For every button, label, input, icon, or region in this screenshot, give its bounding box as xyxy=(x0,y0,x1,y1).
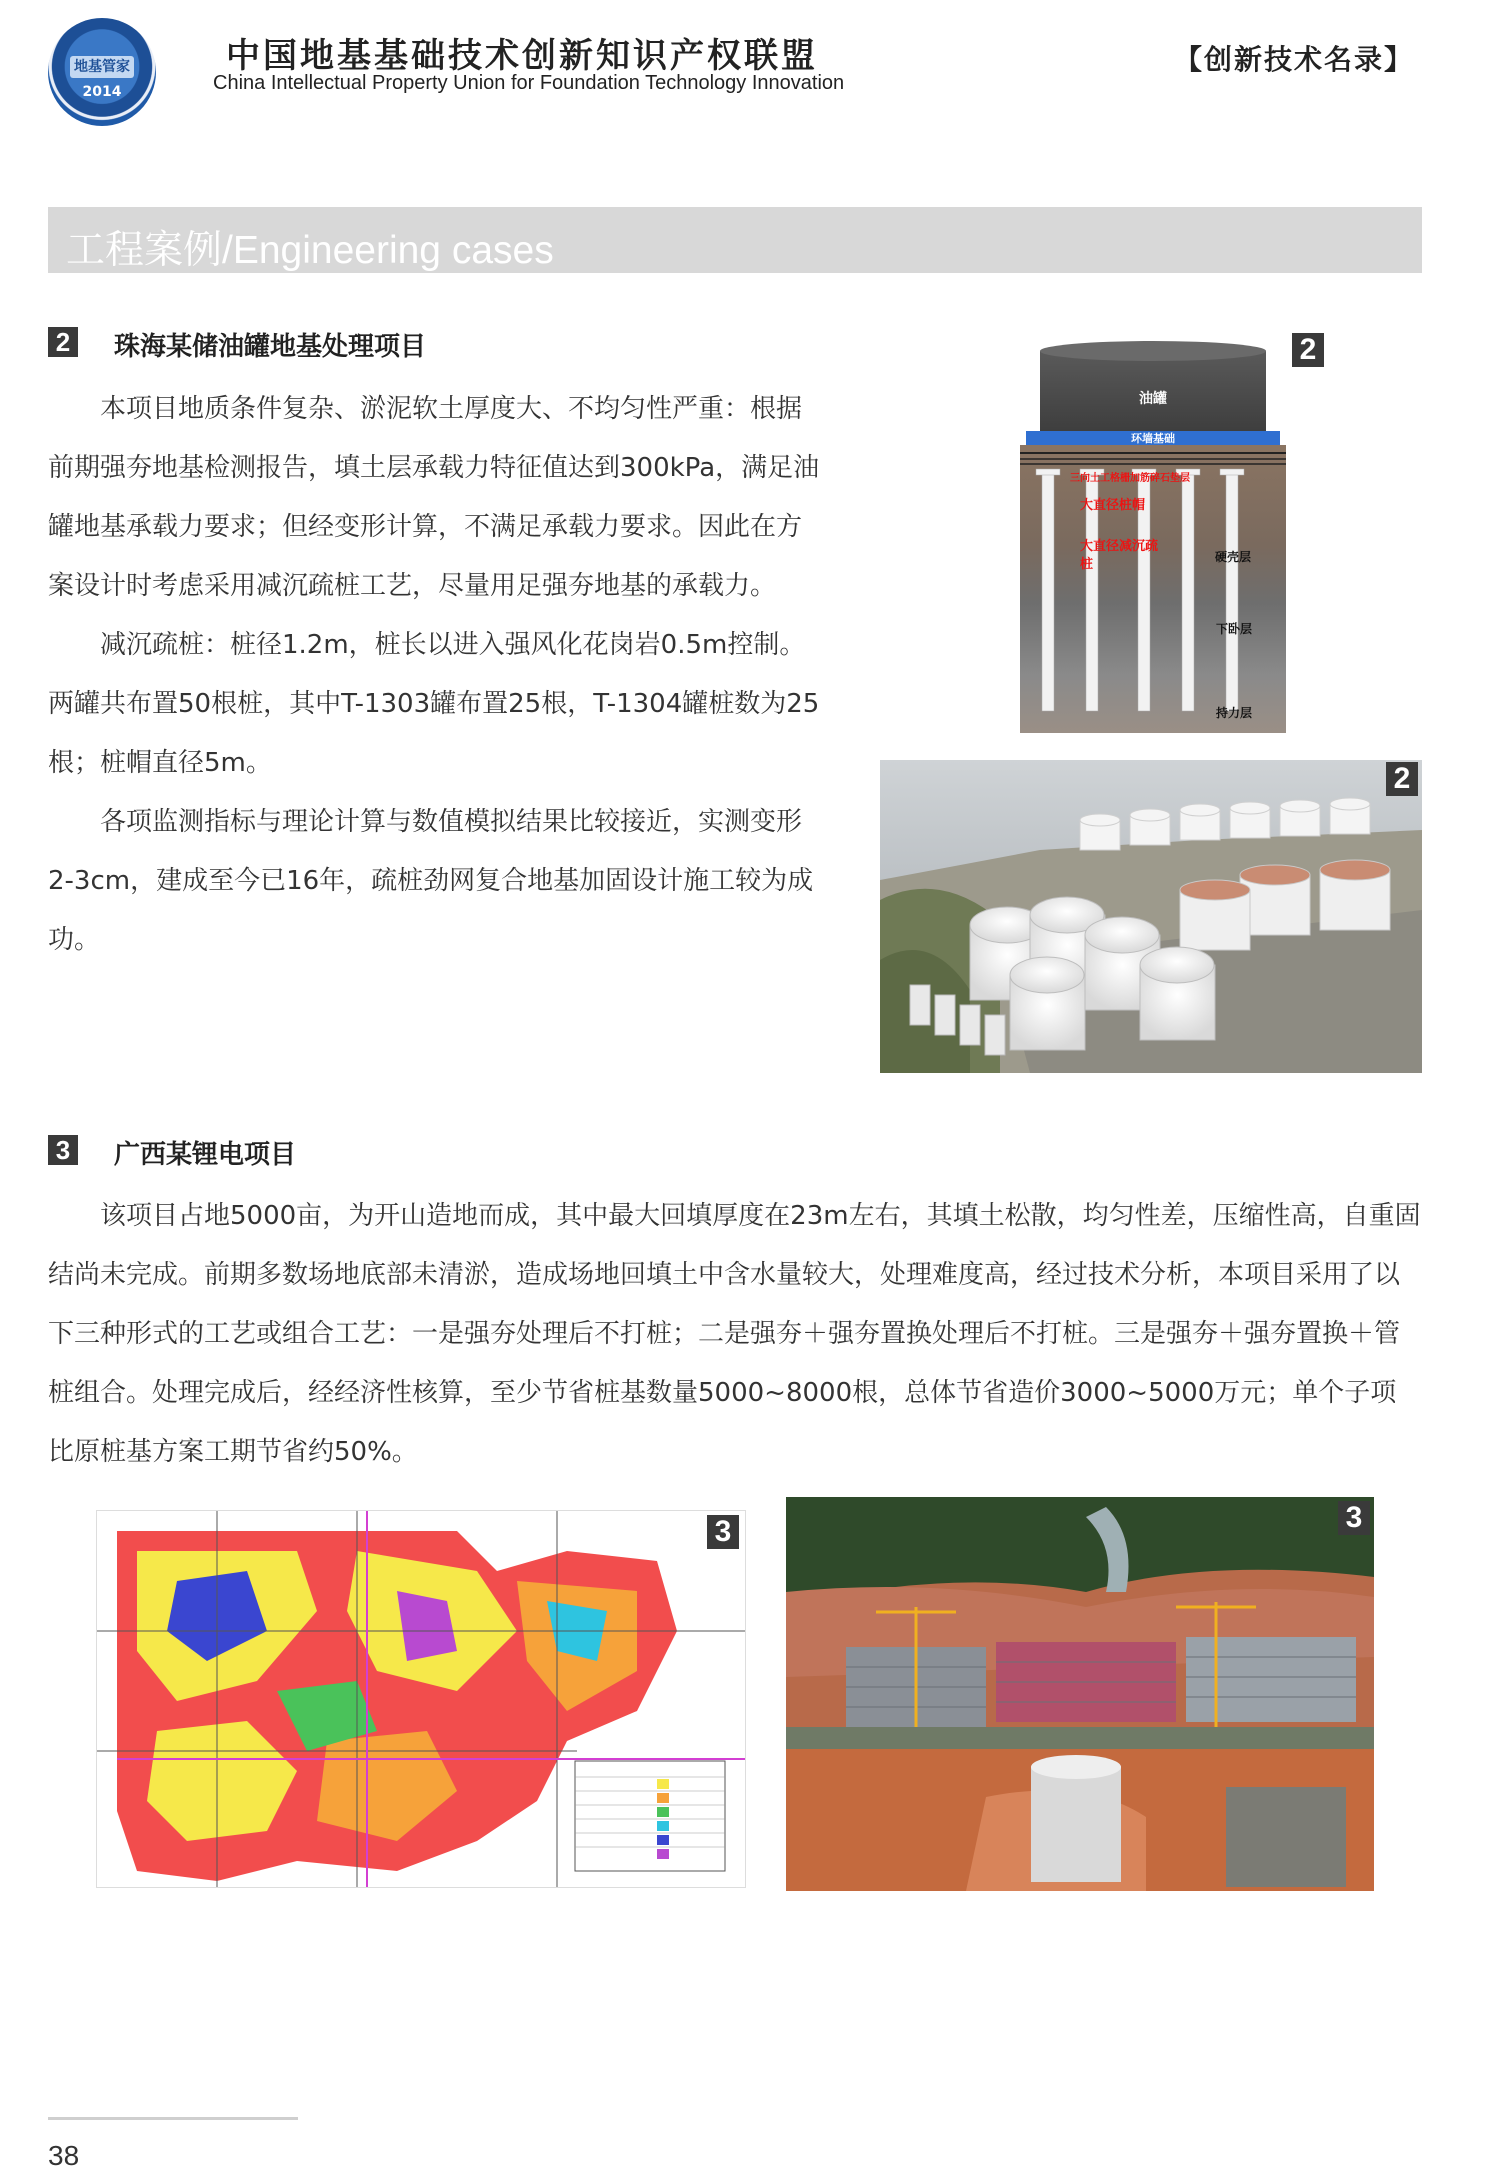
oil-tank-farm-photo xyxy=(880,760,1422,1073)
gravel-layer-label: 三向土工格栅加筋碎石垫层 xyxy=(1070,473,1190,484)
site-treatment-map xyxy=(96,1510,746,1888)
project-number-badge: 2 xyxy=(48,327,78,357)
underlying-layer-label: 下卧层 xyxy=(1216,622,1253,636)
union-logo xyxy=(48,18,156,126)
page-header xyxy=(0,0,1500,120)
figure-number-badge: 3 xyxy=(707,1515,739,1549)
page-number: 38 xyxy=(48,2140,80,2171)
hard-crust-label: 硬壳层 xyxy=(1215,550,1252,564)
project-description xyxy=(48,380,822,970)
site-map-graphic xyxy=(97,1511,746,1888)
figure-number-badge: 2 xyxy=(1292,333,1324,367)
org-name-en: China Intellectual Property Union for Foundation Technology Innovation xyxy=(213,72,845,94)
paragraph: 本项目地质条件复杂、淤泥软土厚度大、不均匀性严重：根据前期强夯地基检测报告，填土层承载力特征值达到300kPa，满足油罐地基承载力要求；但经变形计算，不满足承载力要求。因此在方案设计时考虑采用减沉疏桩工艺，尽量用足强夯地基的承载力。 xyxy=(48,394,820,601)
ring-foundation-label: 环墙基础 xyxy=(1131,432,1175,445)
construction-site-aerial-photo xyxy=(786,1497,1374,1891)
map-legend-box xyxy=(575,1761,725,1871)
section-title-bar xyxy=(48,207,1422,273)
tank-farm-illustration xyxy=(880,760,1422,1073)
paragraph: 减沉疏桩：桩径1.2m，桩长以进入强风化花岗岩0.5m控制。两罐共布置50根桩，其中T-1303罐布置25根，T-1304罐桩数为25根；桩帽直径5m。 xyxy=(48,630,820,778)
figure-number-badge: 3 xyxy=(1338,1501,1370,1535)
tank-label: 油罐 xyxy=(1139,391,1167,407)
aerial-site-illustration xyxy=(786,1497,1374,1891)
footer-divider xyxy=(48,2117,298,2120)
figure-number-badge: 2 xyxy=(1386,762,1418,796)
pile-label-line2: 桩 xyxy=(1080,557,1094,572)
project-description xyxy=(48,1187,1422,1482)
logo-year: 2014 xyxy=(82,84,122,100)
pile-label-line1: 大直径减沉疏 xyxy=(1080,539,1159,554)
project-title: 广西某锂电项目 xyxy=(114,1140,297,1170)
section-title: 工程案例/Engineering cases xyxy=(66,229,554,272)
catalog-tag: 【创新技术名录】 xyxy=(1173,43,1414,76)
org-name-cn: 中国地基基础技术创新知识产权联盟 xyxy=(226,36,818,76)
pile-cap-label: 大直径桩帽 xyxy=(1080,498,1146,513)
bearing-layer-label: 持力层 xyxy=(1216,706,1253,720)
paragraph: 各项监测指标与理论计算与数值模拟结果比较接近，实测变形2-3cm，建成至今已16年，疏桩劲网复合地基加固设计施工较为成功。 xyxy=(48,807,814,955)
tank-foundation-diagram xyxy=(1020,333,1286,733)
soil-profile-shape xyxy=(1020,445,1286,733)
project-number-badge: 3 xyxy=(48,1135,78,1165)
project-title: 珠海某储油罐地基处理项目 xyxy=(114,332,427,362)
paragraph: 该项目占地5000亩，为开山造地而成，其中最大回填厚度在23m左右，其填土松散，均匀性差，压缩性高，自重固结尚未完成。前期多数场地底部未清淤，造成场地回填土中含水量较大，处理难度高，经过技术分析，本项目采用了以下三种形式的工艺或组合工艺：一是强夯处理后不打桩；二是强夯＋强夯置换处理后不打桩。三是强夯＋强夯置换＋管桩组合。处理完成后，经经济性核算，至少节省桩基数量5000~8000根，总体节省造价3000~5000万元；单个子项比原桩基方案工期节省约50%。 xyxy=(48,1201,1421,1467)
foundation-section-graphic xyxy=(1020,333,1286,733)
logo-text: 地基管家 xyxy=(70,56,134,78)
